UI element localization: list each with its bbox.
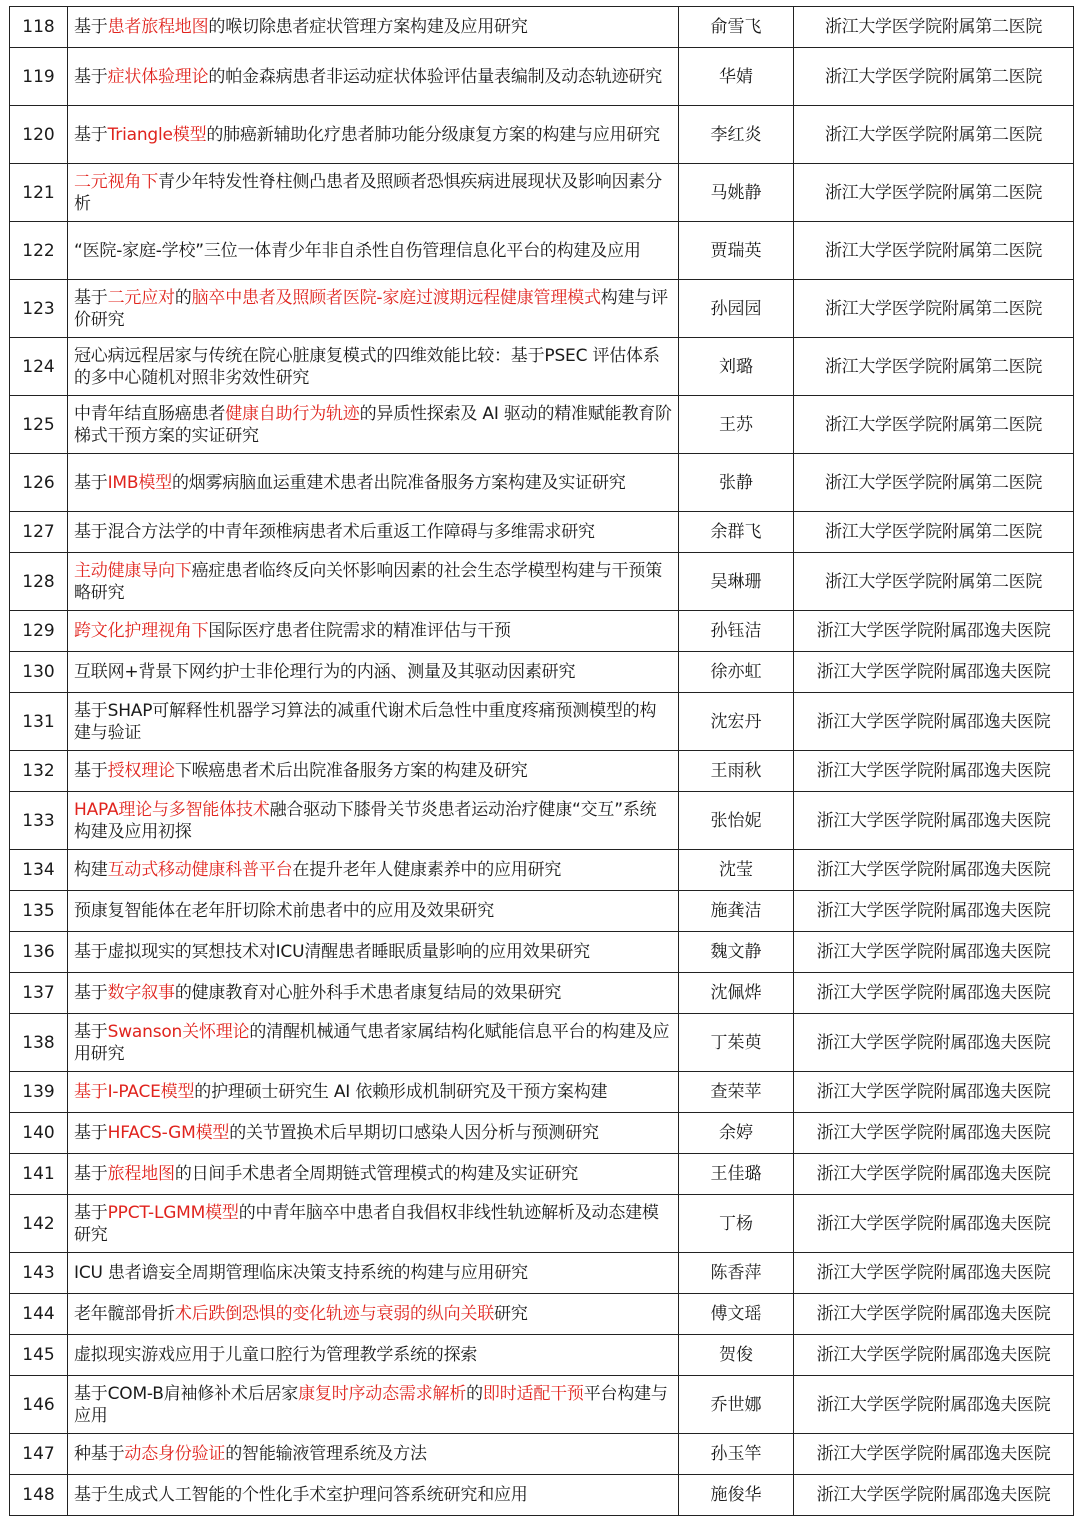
institution: 浙江大学医学院附属第二医院 — [794, 454, 1074, 512]
title-highlight: HAPA理论与多智能体技术 — [74, 799, 270, 820]
applicant-name: 吴琳珊 — [679, 553, 794, 611]
table-row — [10, 222, 1074, 280]
project-title — [68, 106, 679, 164]
project-title — [68, 553, 679, 611]
title-highlight: 脑卒中患者及照顾者医院-家庭过渡期远程健康管理模式 — [191, 287, 601, 308]
title-text: 青少年特发性脊柱侧凸患者及照顾者恐惧疾病进展现状及影响因素分析 — [74, 171, 662, 214]
title-text: 研究 — [494, 1304, 528, 1324]
title-highlight: 授权理论 — [107, 761, 175, 781]
row-number: 139 — [10, 1072, 68, 1113]
title-text: 老年髋部骨折 — [74, 1304, 175, 1324]
applicant-name: 马姚静 — [679, 164, 794, 222]
row-number: 121 — [10, 164, 68, 222]
title-text: 的 — [466, 1383, 483, 1404]
project-title — [68, 693, 679, 751]
row-number: 132 — [10, 751, 68, 792]
row-number: 138 — [10, 1014, 68, 1072]
title-text: 基于 — [74, 124, 108, 145]
row-number: 131 — [10, 693, 68, 751]
project-title — [68, 1253, 679, 1294]
title-text: 构建 — [74, 860, 108, 880]
table-row — [10, 338, 1074, 396]
institution: 浙江大学医学院附属邵逸夫医院 — [794, 1195, 1074, 1253]
row-number: 143 — [10, 1253, 68, 1294]
project-title — [68, 1014, 679, 1072]
institution: 浙江大学医学院附属邵逸夫医院 — [794, 1253, 1074, 1294]
project-title — [68, 396, 679, 454]
institution: 浙江大学医学院附属第二医院 — [794, 7, 1074, 48]
institution: 浙江大学医学院附属邵逸夫医院 — [794, 1475, 1074, 1516]
applicant-name: 陈香萍 — [679, 1253, 794, 1294]
row-number: 141 — [10, 1154, 68, 1195]
project-table — [9, 6, 1074, 1516]
applicant-name: 李红炎 — [679, 106, 794, 164]
table-row — [10, 751, 1074, 792]
row-number: 147 — [10, 1434, 68, 1475]
institution: 浙江大学医学院附属第二医院 — [794, 280, 1074, 338]
table-row — [10, 611, 1074, 652]
institution: 浙江大学医学院附属邵逸夫医院 — [794, 1376, 1074, 1434]
title-text: 的异质性探索及 AI 驱动的精准赋能教育阶梯式干预方案的实证研究 — [74, 403, 672, 446]
applicant-name: 王佳璐 — [679, 1154, 794, 1195]
row-number: 135 — [10, 891, 68, 932]
project-title — [68, 932, 679, 973]
project-title — [68, 891, 679, 932]
table-row — [10, 973, 1074, 1014]
project-title — [68, 792, 679, 850]
institution: 浙江大学医学院附属第二医院 — [794, 164, 1074, 222]
applicant-name: 俞雪飞 — [679, 7, 794, 48]
table-row — [10, 7, 1074, 48]
row-number: 144 — [10, 1294, 68, 1335]
title-text: 中青年结直肠癌患者 — [74, 403, 226, 424]
table-row — [10, 891, 1074, 932]
project-title — [68, 280, 679, 338]
project-title — [68, 850, 679, 891]
title-highlight: IMB模型 — [107, 472, 172, 493]
institution: 浙江大学医学院附属邵逸夫医院 — [794, 1014, 1074, 1072]
project-title — [68, 454, 679, 512]
project-table-body — [10, 7, 1074, 1516]
title-highlight: HFACS-GM模型 — [107, 1123, 230, 1143]
applicant-name: 查荣苹 — [679, 1072, 794, 1113]
title-text: 冠心病远程居家与传统在院心脏康复模式的四维效能比较：基于PSEC 评估体系的多中心随机对照非劣效性研究 — [74, 345, 660, 388]
title-text: 融合驱动下膝骨关节炎患者运动治疗健康“交互”系统构建及应用初探 — [74, 799, 657, 842]
table-row — [10, 396, 1074, 454]
applicant-name: 王雨秋 — [679, 751, 794, 792]
project-title — [68, 1154, 679, 1195]
title-text: 的日间手术患者全周期链式管理模式的构建及实证研究 — [174, 1164, 579, 1184]
project-title — [68, 751, 679, 792]
table-row — [10, 693, 1074, 751]
table-row — [10, 1014, 1074, 1072]
row-number: 124 — [10, 338, 68, 396]
title-highlight: 症状体验理论 — [107, 66, 209, 87]
row-number: 129 — [10, 611, 68, 652]
table-row — [10, 1072, 1074, 1113]
project-title — [68, 222, 679, 280]
applicant-name: 刘璐 — [679, 338, 794, 396]
institution: 浙江大学医学院附属邵逸夫医院 — [794, 850, 1074, 891]
institution: 浙江大学医学院附属邵逸夫医院 — [794, 891, 1074, 932]
applicant-name: 孙钰洁 — [679, 611, 794, 652]
title-text: 基于 — [74, 472, 108, 493]
institution: 浙江大学医学院附属第二医院 — [794, 222, 1074, 280]
title-text: 基于 — [74, 17, 108, 37]
project-title — [68, 7, 679, 48]
project-title — [68, 1376, 679, 1434]
title-text: 的中青年脑卒中患者自我倡权非线性轨迹解析及动态建模研究 — [74, 1202, 659, 1245]
title-text: “医院-家庭-学校”三位一体青少年非自杀性自伤管理信息化平台的构建及应用 — [74, 240, 641, 261]
institution: 浙江大学医学院附属邵逸夫医院 — [794, 1154, 1074, 1195]
institution: 浙江大学医学院附属邵逸夫医院 — [794, 751, 1074, 792]
title-highlight: Triangle模型 — [107, 124, 207, 145]
title-text: 预康复智能体在老年肝切除术前患者中的应用及效果研究 — [74, 901, 494, 921]
title-highlight: 旅程地图 — [107, 1164, 175, 1184]
title-highlight: 术后跌倒恐惧的变化轨迹与衰弱的纵向关联 — [174, 1304, 495, 1324]
table-row — [10, 850, 1074, 891]
project-title — [68, 1195, 679, 1253]
project-title — [68, 1113, 679, 1154]
title-text: 基于 — [74, 1021, 108, 1042]
table-row — [10, 792, 1074, 850]
table-row — [10, 553, 1074, 611]
table-row — [10, 1475, 1074, 1516]
title-text: 的清醒机械通气患者家属结构化赋能信息平台的构建及应用研究 — [74, 1021, 670, 1064]
applicant-name: 贺俊 — [679, 1335, 794, 1376]
project-title — [68, 512, 679, 553]
project-title — [68, 652, 679, 693]
institution: 浙江大学医学院附属邵逸夫医院 — [794, 611, 1074, 652]
title-highlight: 跨文化护理视角下 — [74, 621, 209, 641]
title-text: 基于 — [74, 1202, 108, 1223]
row-number: 125 — [10, 396, 68, 454]
title-text: 在提升老年人健康素养中的应用研究 — [292, 860, 562, 880]
table-row — [10, 1253, 1074, 1294]
title-text: 国际医疗患者住院需求的精准评估与干预 — [208, 621, 511, 641]
title-text: 癌症患者临终反向关怀影响因素的社会生态学模型构建与干预策略研究 — [74, 560, 663, 603]
title-highlight: 动态身份验证 — [124, 1444, 226, 1464]
institution: 浙江大学医学院附属邵逸夫医院 — [794, 1294, 1074, 1335]
row-number: 137 — [10, 973, 68, 1014]
row-number: 123 — [10, 280, 68, 338]
title-text: 基于 — [74, 1123, 108, 1143]
row-number: 127 — [10, 512, 68, 553]
table-row — [10, 1376, 1074, 1434]
project-title — [68, 338, 679, 396]
table-row — [10, 1335, 1074, 1376]
row-number: 120 — [10, 106, 68, 164]
title-text: 的喉切除患者症状管理方案构建及应用研究 — [208, 17, 528, 37]
title-text: 的帕金森病患者非运动症状体验评估量表编制及动态轨迹研究 — [208, 66, 663, 87]
title-highlight: 二元视角下 — [74, 171, 158, 192]
applicant-name: 傅文瑶 — [679, 1294, 794, 1335]
title-highlight: 患者旅程地图 — [107, 17, 209, 37]
applicant-name: 余群飞 — [679, 512, 794, 553]
title-highlight: 即时适配干预 — [482, 1383, 584, 1404]
row-number: 119 — [10, 48, 68, 106]
row-number: 136 — [10, 932, 68, 973]
institution: 浙江大学医学院附属邵逸夫医院 — [794, 1335, 1074, 1376]
applicant-name: 沈宏丹 — [679, 693, 794, 751]
project-title — [68, 1335, 679, 1376]
table-row — [10, 512, 1074, 553]
applicant-name: 华婧 — [679, 48, 794, 106]
table-row — [10, 1195, 1074, 1253]
table-row — [10, 48, 1074, 106]
title-text: 下喉癌患者术后出院准备服务方案的构建及研究 — [174, 761, 528, 781]
institution: 浙江大学医学院附属第二医院 — [794, 396, 1074, 454]
applicant-name: 沈佩烨 — [679, 973, 794, 1014]
applicant-name: 王苏 — [679, 396, 794, 454]
row-number: 118 — [10, 7, 68, 48]
title-text: 基于混合方法学的中青年颈椎病患者术后重返工作障碍与多维需求研究 — [74, 522, 595, 542]
table-row — [10, 652, 1074, 693]
table-row — [10, 1434, 1074, 1475]
table-row — [10, 1113, 1074, 1154]
row-number: 128 — [10, 553, 68, 611]
title-text: 的智能输液管理系统及方法 — [225, 1444, 427, 1464]
applicant-name: 余婷 — [679, 1113, 794, 1154]
project-title — [68, 611, 679, 652]
applicant-name: 丁茱萸 — [679, 1014, 794, 1072]
row-number: 133 — [10, 792, 68, 850]
institution: 浙江大学医学院附属第二医院 — [794, 48, 1074, 106]
title-text: 基于 — [74, 287, 108, 308]
title-highlight: 数字叙事 — [107, 983, 175, 1003]
institution: 浙江大学医学院附属第二医院 — [794, 338, 1074, 396]
institution: 浙江大学医学院附属邵逸夫医院 — [794, 932, 1074, 973]
title-highlight: 互动式移动健康科普平台 — [107, 860, 293, 880]
institution: 浙江大学医学院附属第二医院 — [794, 553, 1074, 611]
row-number: 134 — [10, 850, 68, 891]
applicant-name: 丁杨 — [679, 1195, 794, 1253]
title-text: 互联网+背景下网约护士非伦理行为的内涵、测量及其驱动因素研究 — [74, 662, 576, 682]
title-text: 基于 — [74, 983, 108, 1003]
institution: 浙江大学医学院附属邵逸夫医院 — [794, 792, 1074, 850]
project-title — [68, 48, 679, 106]
institution: 浙江大学医学院附属第二医院 — [794, 106, 1074, 164]
applicant-name: 张怡妮 — [679, 792, 794, 850]
institution: 浙江大学医学院附属邵逸夫医院 — [794, 973, 1074, 1014]
row-number: 126 — [10, 454, 68, 512]
institution: 浙江大学医学院附属邵逸夫医院 — [794, 1434, 1074, 1475]
row-number: 148 — [10, 1475, 68, 1516]
applicant-name: 张静 — [679, 454, 794, 512]
applicant-name: 孙园园 — [679, 280, 794, 338]
table-row — [10, 280, 1074, 338]
title-highlight: 二元应对 — [107, 287, 175, 308]
table-row — [10, 106, 1074, 164]
project-title — [68, 1294, 679, 1335]
title-highlight: 健康自助行为轨迹 — [225, 403, 360, 424]
project-title — [68, 973, 679, 1014]
row-number: 146 — [10, 1376, 68, 1434]
project-title — [68, 1072, 679, 1113]
applicant-name: 乔世娜 — [679, 1376, 794, 1434]
title-highlight: 基于I-PACE模型 — [74, 1082, 195, 1102]
institution: 浙江大学医学院附属第二医院 — [794, 512, 1074, 553]
title-text: 基于生成式人工智能的个性化手术室护理问答系统研究和应用 — [74, 1485, 528, 1505]
title-text: ICU 患者谵妄全周期管理临床决策支持系统的构建与应用研究 — [74, 1263, 528, 1283]
institution: 浙江大学医学院附属邵逸夫医院 — [794, 1072, 1074, 1113]
applicant-name: 施俊华 — [679, 1475, 794, 1516]
row-number: 142 — [10, 1195, 68, 1253]
title-text: 虚拟现实游戏应用于儿童口腔行为管理教学系统的探索 — [74, 1345, 478, 1365]
applicant-name: 魏文静 — [679, 932, 794, 973]
table-row — [10, 1154, 1074, 1195]
applicant-name: 贾瑞英 — [679, 222, 794, 280]
row-number: 145 — [10, 1335, 68, 1376]
title-text: 构建与评价研究 — [74, 287, 668, 330]
project-title — [68, 1475, 679, 1516]
title-highlight: 康复时序动态需求解析 — [298, 1383, 467, 1404]
title-text: 基于 — [74, 761, 108, 781]
row-number: 130 — [10, 652, 68, 693]
title-text: 的护理硕士研究生 AI 依赖形成机制研究及干预方案构建 — [194, 1082, 608, 1102]
table-row — [10, 932, 1074, 973]
row-number: 122 — [10, 222, 68, 280]
title-text: 基于COM-B肩袖修补术后居家 — [74, 1383, 299, 1404]
title-text: 的烟雾病脑血运重建术患者出院准备服务方案构建及实证研究 — [171, 472, 626, 493]
project-title — [68, 1434, 679, 1475]
title-text: 基于 — [74, 1164, 108, 1184]
applicant-name: 孙玉竿 — [679, 1434, 794, 1475]
title-text: 基于SHAP可解释性机器学习算法的减重代谢术后急性中重度疼痛预测模型的构建与验证 — [74, 700, 657, 743]
title-text: 的 — [174, 287, 192, 308]
applicant-name: 徐亦虹 — [679, 652, 794, 693]
title-text: 的关节置换术后早期切口感染人因分析与预测研究 — [229, 1123, 599, 1143]
applicant-name: 施龚洁 — [679, 891, 794, 932]
title-highlight: 主动健康导向下 — [74, 560, 192, 581]
table-row — [10, 164, 1074, 222]
title-text: 的健康教育对心脏外科手术患者康复结局的效果研究 — [174, 983, 562, 1003]
title-text: 基于 — [74, 66, 108, 87]
row-number: 140 — [10, 1113, 68, 1154]
title-text: 平台构建与应用 — [74, 1383, 668, 1426]
project-title — [68, 164, 679, 222]
table-row — [10, 454, 1074, 512]
title-highlight: PPCT-LGMM模型 — [107, 1202, 239, 1223]
title-text: 的肺癌新辅助化疗患者肺功能分级康复方案的构建与应用研究 — [206, 124, 660, 145]
title-text: 基于虚拟现实的冥想技术对ICU清醒患者睡眠质量影响的应用效果研究 — [74, 942, 590, 962]
title-text: 种基于 — [74, 1444, 125, 1464]
institution: 浙江大学医学院附属邵逸夫医院 — [794, 693, 1074, 751]
table-row — [10, 1294, 1074, 1335]
institution: 浙江大学医学院附属邵逸夫医院 — [794, 1113, 1074, 1154]
applicant-name: 沈莹 — [679, 850, 794, 891]
institution: 浙江大学医学院附属邵逸夫医院 — [794, 652, 1074, 693]
title-highlight: Swanson关怀理论 — [107, 1021, 250, 1042]
